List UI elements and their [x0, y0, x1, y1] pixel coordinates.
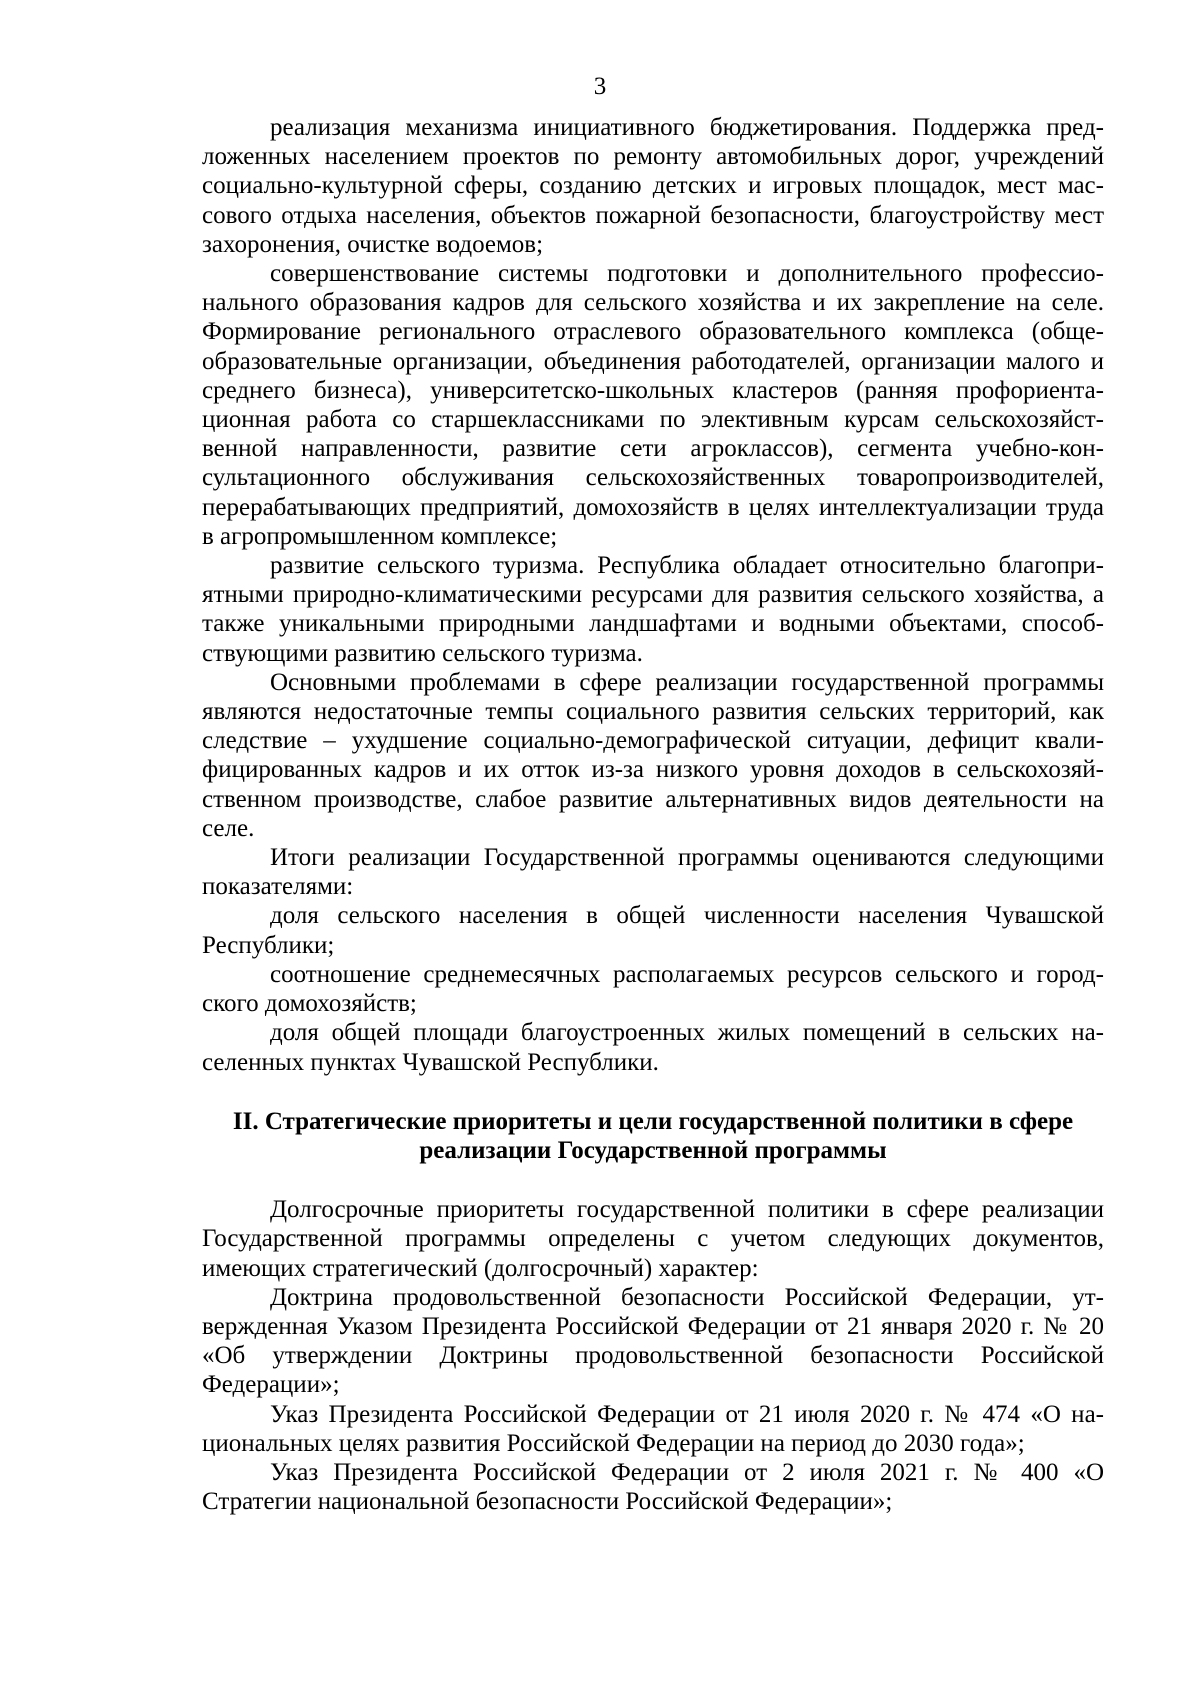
section-heading: [202, 1107, 1104, 1165]
paragraph: Долгосрочные приоритеты государственной политики в сфере реализации Государственной программы определены с учетом следующих документов, имеющих стратегический (долгосрочный) характер:: [202, 1196, 1104, 1282]
section-heading-line: реализации Государственной программы: [419, 1136, 887, 1164]
paragraph: доля общей площади благоустроенных жилых помещений в сельских населенных пунктах Чувашской Республики.: [202, 1019, 1104, 1076]
paragraph: совершенствование системы подготовки и дополнительного профессионального образования кадров для сельского хозяйства и их закрепление на селе. Формирование регионального отраслевого образовательного комплекса (общеобразовательные организации, объединения работодателей, организации малого и среднего бизнеса), университетско-школьных кластеров (ранняя профориентационная работа со старшеклассниками по элективным курсам сельскохозяйственной направленности, развитие сети агроклассов), сегмента учебно-консультационного обслуживания сельскохозяйственных товаропроизводителей, перерабатывающих предприятий, домохозяйств в целях интеллектуализации труда в агропромышленном комплексе;: [202, 260, 1104, 550]
paragraph: Итоги реализации Государственной программы оцениваются следующими показателями:: [202, 844, 1104, 901]
paragraph: Основными проблемами в сфере реализации государственной программы являются недостаточные темпы социального развития сельских территорий, как следствие – ухудшение социально-демографической ситуации, дефицит квалифицированных кадров и их отток из-за низкого уровня доходов в сельскохозяйственном производстве, слабое развитие альтернативных видов деятельности на селе.: [202, 668, 1104, 842]
document-body: [202, 113, 1104, 1516]
paragraph: доля сельского населения в общей численности населения Чувашской Республики;: [202, 902, 1104, 959]
section-heading-line: II. Стратегические приоритеты и цели государственной политики в сфере: [232, 1107, 1074, 1135]
paragraph: соотношение среднемесячных располагаемых ресурсов сельского и городского домохозяйств;: [202, 960, 1104, 1018]
paragraph: развитие сельского туризма. Республика обладает относительно благоприятными природно-климатическими ресурсами для развития сельского хозяйства, а также уникальными природными ландшафтами и водными объектами, способствующими развитию сельского туризма.: [202, 552, 1104, 667]
page-number: 3: [593, 73, 607, 100]
paragraph: Указ Президента Российской Федерации от 21 июля 2020 г. № 474 «О национальных целях развития Российской Федерации на период до 2030 года»;: [202, 1400, 1104, 1457]
paragraph: Доктрина продовольственной безопасности Российской Федерации, утвержденная Указом Президента Российской Федерации от 21 января 2020 г. № 20 «Об утверждении Доктрины продовольственной безопасности Российской Федерации»;: [202, 1283, 1104, 1399]
paragraph: Указ Президента Российской Федерации от 2 июля 2021 г. № 400 «О Стратегии национальной безопасности Российской Федерации»;: [202, 1458, 1104, 1516]
paragraph: реализация механизма инициативного бюджетирования. Поддержка предложенных населением проектов по ремонту автомобильных дорог, учреждений социально-культурной сферы, созданию детских и игровых площадок, мест массового отдыха населения, объектов пожарной безопасности, благоустройству мест захоронения, очистке водоемов;: [202, 114, 1104, 258]
